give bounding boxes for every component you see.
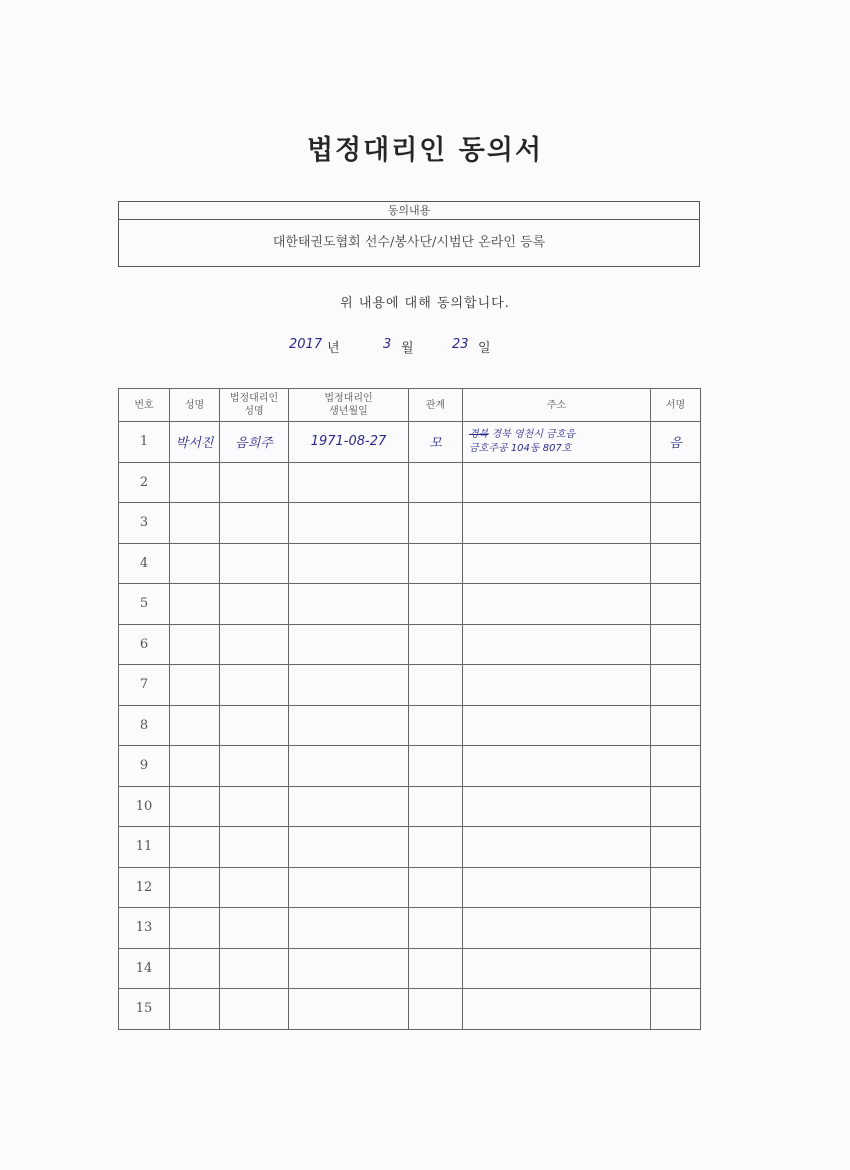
cell-guardian-name <box>220 867 289 908</box>
row-number: 12 <box>119 867 170 908</box>
address-line-1: 경북 영천시 금호읍 <box>491 428 576 440</box>
row-number: 8 <box>119 705 170 746</box>
table-row <box>119 503 701 544</box>
row-number: 3 <box>119 503 170 544</box>
date-month-label: 월 <box>401 341 414 356</box>
cell-relation <box>409 543 463 584</box>
cell-relation <box>409 827 463 868</box>
registration-table <box>118 388 701 1030</box>
cell-address <box>463 948 651 989</box>
table-row <box>119 908 701 949</box>
cell-relation <box>409 584 463 625</box>
cell-relation <box>409 908 463 949</box>
cell-guardian-name <box>220 989 289 1030</box>
date-month-value: 3 <box>383 337 392 352</box>
cell-signature <box>651 462 701 503</box>
cell-address <box>463 746 651 787</box>
cell-relation <box>409 503 463 544</box>
table-row <box>119 989 701 1030</box>
row-number: 11 <box>119 827 170 868</box>
row-number: 14 <box>119 948 170 989</box>
table-row <box>119 584 701 625</box>
cell-address <box>463 503 651 544</box>
cell-name <box>170 543 220 584</box>
cell-guardian-name <box>220 624 289 665</box>
cell-address <box>463 665 651 706</box>
cell-address <box>463 584 651 625</box>
address-line-2: 금호주공 104동 807호 <box>469 442 572 454</box>
consent-header: 동의내용 <box>119 202 699 220</box>
table-row <box>119 422 701 463</box>
table-row <box>119 624 701 665</box>
cell-address <box>463 624 651 665</box>
table-row <box>119 705 701 746</box>
cell-signature <box>651 705 701 746</box>
cell-signature <box>651 948 701 989</box>
cell-name <box>170 503 220 544</box>
document-title: 법정대리인 동의서 <box>306 135 544 166</box>
cell-signature <box>651 827 701 868</box>
cell-guardian-birth <box>289 624 409 665</box>
cell-signature <box>651 786 701 827</box>
table-row <box>119 665 701 706</box>
cell-relation <box>409 989 463 1030</box>
row-number: 5 <box>119 584 170 625</box>
cell-address <box>463 462 651 503</box>
cell-guardian-birth: 1971-08-27 <box>289 422 409 463</box>
cell-guardian-name <box>220 462 289 503</box>
row-number: 2 <box>119 462 170 503</box>
header-number: 번호 <box>119 389 170 422</box>
cell-name <box>170 624 220 665</box>
cell-guardian-name <box>220 584 289 625</box>
cell-guardian-birth <box>289 786 409 827</box>
cell-relation: 모 <box>409 422 463 463</box>
cell-address <box>463 827 651 868</box>
table-row <box>119 543 701 584</box>
cell-name: 박서진 <box>170 422 220 463</box>
cell-guardian-name <box>220 746 289 787</box>
cell-name <box>170 827 220 868</box>
cell-name <box>170 584 220 625</box>
cell-guardian-birth <box>289 989 409 1030</box>
cell-relation <box>409 705 463 746</box>
cell-guardian-name <box>220 948 289 989</box>
row-number: 6 <box>119 624 170 665</box>
cell-name <box>170 908 220 949</box>
cell-guardian-birth <box>289 503 409 544</box>
cell-guardian-birth <box>289 746 409 787</box>
cell-name <box>170 462 220 503</box>
row-number: 1 <box>119 422 170 463</box>
header-guardian-name: 법정대리인 성명 <box>220 389 289 422</box>
cell-signature <box>651 989 701 1030</box>
cell-guardian-name <box>220 705 289 746</box>
row-number: 7 <box>119 665 170 706</box>
cell-guardian-birth <box>289 948 409 989</box>
table-header-row <box>119 389 701 422</box>
table-row <box>119 786 701 827</box>
cell-address <box>463 422 651 463</box>
cell-guardian-birth <box>289 705 409 746</box>
cell-guardian-birth <box>289 908 409 949</box>
cell-signature <box>651 665 701 706</box>
cell-name <box>170 786 220 827</box>
consent-content: 대한태권도협회 선수/봉사단/시범단 온라인 등록 <box>272 235 546 250</box>
cell-signature <box>651 867 701 908</box>
cell-name <box>170 746 220 787</box>
cell-name <box>170 665 220 706</box>
cell-signature <box>651 584 701 625</box>
header-signature: 서명 <box>651 389 701 422</box>
cell-guardian-name <box>220 665 289 706</box>
cell-relation <box>409 665 463 706</box>
cell-guardian-birth <box>289 867 409 908</box>
cell-name <box>170 948 220 989</box>
table-row <box>119 746 701 787</box>
row-number: 4 <box>119 543 170 584</box>
cell-signature <box>651 543 701 584</box>
date-day-value: 23 <box>452 337 469 352</box>
cell-address <box>463 786 651 827</box>
header-address: 주소 <box>463 389 651 422</box>
header-name: 성명 <box>170 389 220 422</box>
cell-relation <box>409 786 463 827</box>
cell-guardian-name <box>220 543 289 584</box>
table-row <box>119 867 701 908</box>
cell-relation <box>409 624 463 665</box>
cell-guardian-birth <box>289 543 409 584</box>
date-year-label: 년 <box>327 341 340 356</box>
cell-guardian-name <box>220 786 289 827</box>
cell-guardian-birth <box>289 584 409 625</box>
cell-address <box>463 989 651 1030</box>
cell-signature <box>651 503 701 544</box>
cell-address <box>463 867 651 908</box>
cell-guardian-name <box>220 503 289 544</box>
cell-relation <box>409 746 463 787</box>
cell-guardian-name <box>220 827 289 868</box>
cell-relation <box>409 948 463 989</box>
header-guardian-birth: 법정대리인 생년월일 <box>289 389 409 422</box>
date-day-label: 일 <box>478 341 491 356</box>
table-row <box>119 948 701 989</box>
cell-signature <box>651 908 701 949</box>
cell-signature <box>651 624 701 665</box>
cell-relation <box>409 462 463 503</box>
row-number: 10 <box>119 786 170 827</box>
cell-relation <box>409 867 463 908</box>
cell-guardian-birth <box>289 827 409 868</box>
agreement-text: 위 내용에 대해 동의합니다. <box>340 296 510 311</box>
cell-address <box>463 543 651 584</box>
row-number: 9 <box>119 746 170 787</box>
cell-name <box>170 867 220 908</box>
consent-box <box>118 201 700 267</box>
cell-guardian-name: 음희주 <box>220 422 289 463</box>
header-relation: 관계 <box>409 389 463 422</box>
cell-name <box>170 705 220 746</box>
cell-guardian-birth <box>289 665 409 706</box>
cell-address <box>463 908 651 949</box>
row-number: 15 <box>119 989 170 1030</box>
address-struck-text: 경북 <box>469 428 489 440</box>
cell-guardian-name <box>220 908 289 949</box>
cell-name <box>170 989 220 1030</box>
cell-guardian-birth <box>289 462 409 503</box>
cell-signature: 음 <box>651 422 701 463</box>
cell-signature <box>651 746 701 787</box>
table-row <box>119 462 701 503</box>
row-number: 13 <box>119 908 170 949</box>
table-row <box>119 827 701 868</box>
cell-address <box>463 705 651 746</box>
date-year-value: 2017 <box>289 337 323 352</box>
